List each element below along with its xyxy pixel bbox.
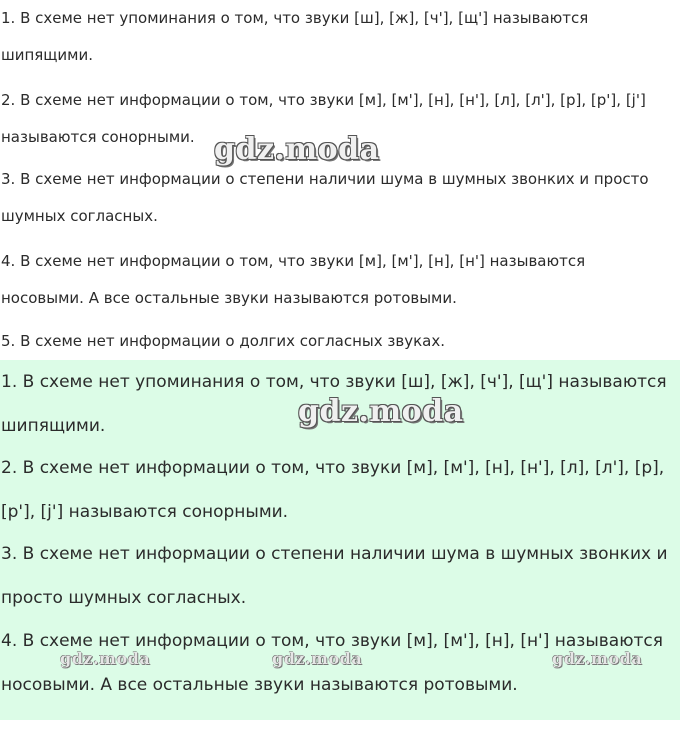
answer-item-5: 5. В схеме нет информации о долгих согласных звуках. (1, 332, 445, 350)
highlight-item-1: 1. В схеме нет упоминания о том, что звуки [ш], [ж], [ч'], [щ'] называются шипящими. (1, 372, 667, 436)
highlight-item-2: 2. В схеме нет информации о том, что звуки [м], [м'], [н], [н'], [л], [л'], [р], [р'], [j'] называются сонорными. (1, 458, 665, 522)
watermark-logo: gdz.moda (272, 649, 363, 668)
watermark-logo: gdz.moda (214, 132, 380, 167)
watermark-logo: gdz.moda (552, 649, 643, 668)
answer-item-2: 2. В схеме нет информации о том, что звуки [м], [м'], [н], [н'], [л], [л'], [р], [р'], [j'] называются сонорными. (1, 91, 646, 146)
highlight-item-3: 3. В схеме нет информации о степени наличии шума в шумных звонких и просто шумных согласных. (1, 544, 668, 608)
watermark-logo: gdz.moda (298, 394, 464, 429)
answer-item-3: 3. В схеме нет информации о степени наличии шума в шумных звонких и просто шумных согласных. (1, 170, 649, 225)
watermark-logo: gdz.moda (60, 649, 151, 668)
answer-section-plain (0, 0, 680, 360)
answer-item-1: 1. В схеме нет упоминания о том, что звуки [ш], [ж], [ч'], [щ'] называются шипящими. (1, 9, 589, 64)
answer-item-4: 4. В схеме нет информации о том, что звуки [м], [м'], [н], [н'] называются носовыми. А все остальные звуки называются ротовыми. (1, 252, 586, 307)
highlight-item-4: 4. В схеме нет информации о том, что звуки [м], [м'], [н], [н'] называются носовыми. А все остальные звуки называются ротовыми. (1, 631, 663, 695)
